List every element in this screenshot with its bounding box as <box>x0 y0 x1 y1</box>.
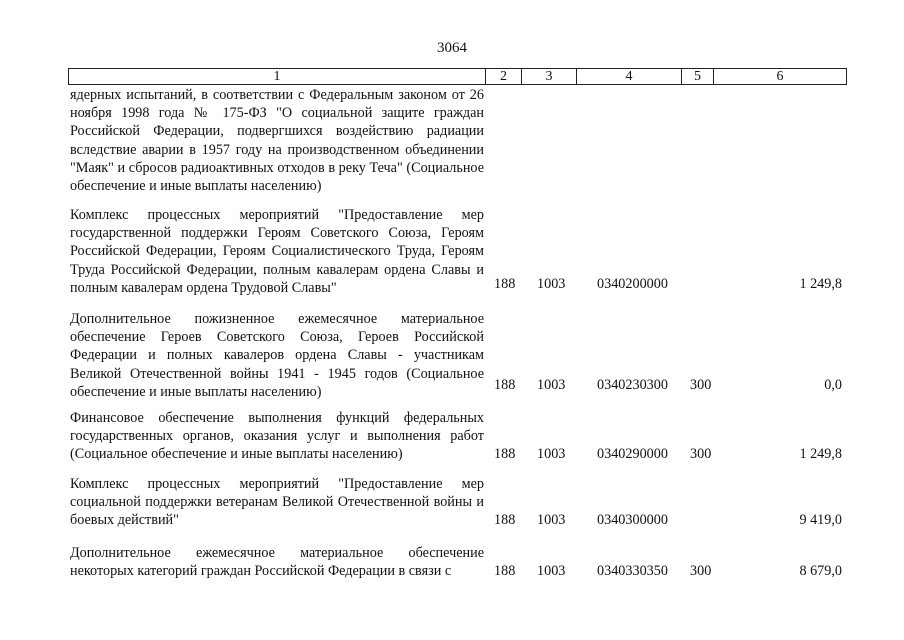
row-expense-type: 300 <box>690 446 712 462</box>
row-section-code: 1003 <box>537 512 566 528</box>
column-header-1: 1 <box>69 69 486 84</box>
row-description: ядерных испытаний, в соответствии с Федеральным законом от 26 ноября 1998 года № 175-ФЗ "О социальной защите граждан Российской Федерации, подвергшихся воздействию радиации вследствие аварии в 1957 году на производственном объединении "Маяк" и сбросов радиоактивных отходов в реку Теча" (Социальное обеспечение и иные выплаты населению) <box>70 87 484 195</box>
column-header-5: 5 <box>682 69 714 84</box>
row-section-code: 1003 <box>537 563 566 579</box>
column-header-4: 4 <box>577 69 682 84</box>
row-section-code: 1003 <box>537 276 566 292</box>
row-amount: 1 249,8 <box>799 446 842 462</box>
row-target-code: 0340300000 <box>597 512 668 528</box>
page-number: 3064 <box>437 40 467 56</box>
row-description: Финансовое обеспечение выполнения функций федеральных государственных органов, оказания услуг и выполнения работ (Социальное обеспечение и иные выплаты населению) <box>70 410 484 463</box>
row-section-code: 1003 <box>537 377 566 393</box>
row-description: Дополнительное пожизненное ежемесячное материальное обеспечение Героев Советского Союза, Героев Российской Федерации и полных кавалеров ордена Славы - участникам Великой Отечественной войны 1941 - 1945 годов (Социальное обеспечение и иные выплаты населению) <box>70 311 484 400</box>
row-section-code: 1003 <box>537 446 566 462</box>
row-description: Дополнительное ежемесячное материальное обеспечение некоторых категорий граждан Российской Федерации в связи с <box>70 545 484 580</box>
row-target-code: 0340290000 <box>597 446 668 462</box>
row-amount: 8 679,0 <box>799 563 842 579</box>
row-target-code: 0340200000 <box>597 276 668 292</box>
table-header <box>68 68 847 85</box>
row-target-code: 0340330350 <box>597 563 668 579</box>
column-header-6: 6 <box>776 69 784 84</box>
row-ministry-code: 188 <box>494 512 516 528</box>
row-amount: 1 249,8 <box>799 276 842 292</box>
column-header-3: 3 <box>522 69 577 84</box>
column-header-2: 2 <box>486 69 522 84</box>
row-amount: 0,0 <box>824 377 842 393</box>
row-amount: 9 419,0 <box>799 512 842 528</box>
row-expense-type: 300 <box>690 563 712 579</box>
row-ministry-code: 188 <box>494 276 516 292</box>
row-ministry-code: 188 <box>494 377 516 393</box>
row-description: Комплекс процессных мероприятий "Предоставление мер социальной поддержки ветеранам Великой Отечественной войны и боевых действий" <box>70 476 484 529</box>
row-description: Комплекс процессных мероприятий "Предоставление мер государственной поддержки Героям Советского Союза, Героям Российской Федерации, Героям Социалистического Труда, Героям Труда Российской Федерации, полным кавалерам ордена Славы и полным кавалерам ордена Трудовой Славы" <box>70 207 484 296</box>
row-ministry-code: 188 <box>494 563 516 579</box>
row-expense-type: 300 <box>690 377 712 393</box>
row-ministry-code: 188 <box>494 446 516 462</box>
row-target-code: 0340230300 <box>597 377 668 393</box>
